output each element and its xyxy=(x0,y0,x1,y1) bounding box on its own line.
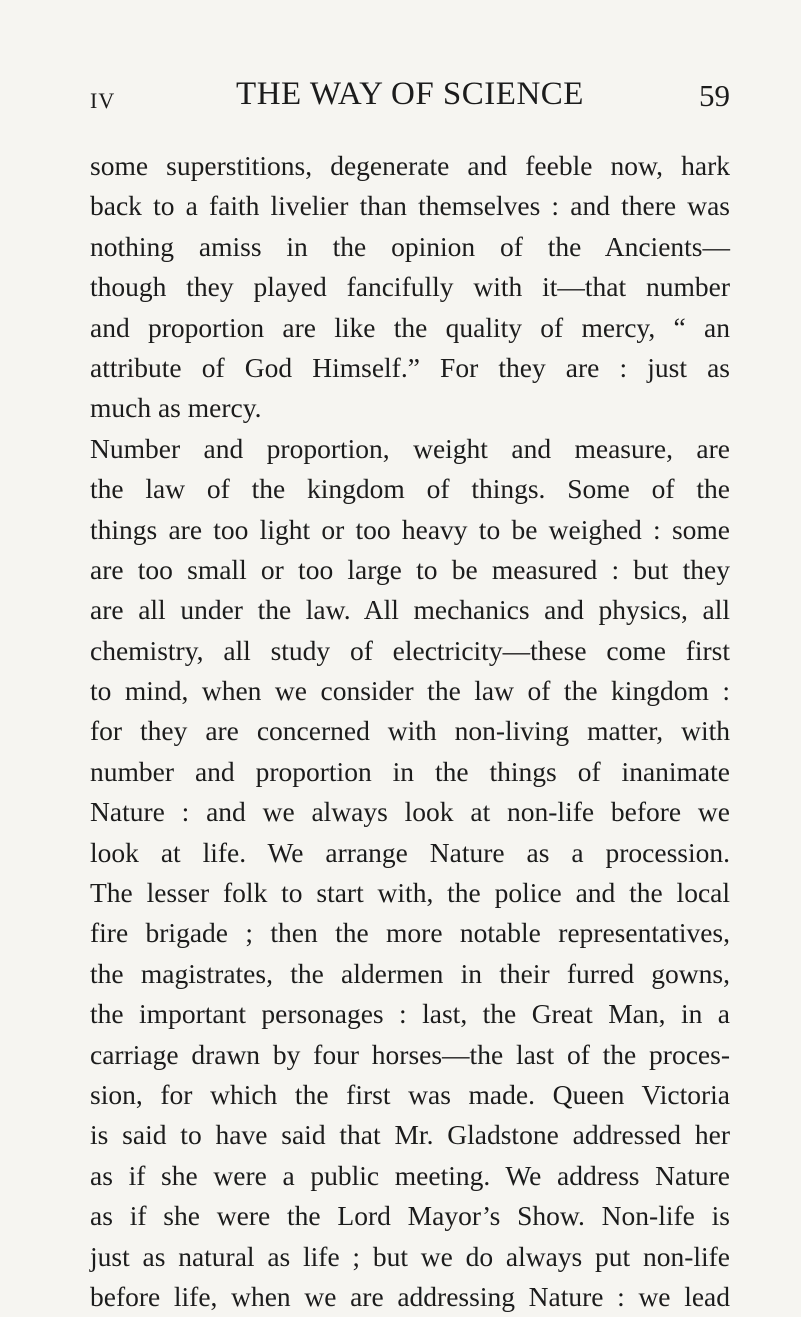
text-line: carriage drawn by four horses—the last of the proces- xyxy=(90,1038,730,1070)
text-line: Number and proportion, weight and measure, are xyxy=(90,432,730,464)
text-line: as if she were the Lord Mayor’s Show. Non-life is xyxy=(90,1200,730,1232)
text-line: though they played fancifully with it—that number xyxy=(90,271,730,303)
page-number: 59 xyxy=(699,78,730,113)
text-line: the law of the kingdom of things. Some of the xyxy=(90,473,730,505)
text-line: look at life. We arrange Nature as a procession. xyxy=(90,836,730,868)
text-line: back to a faith livelier than themselves : and there was xyxy=(90,190,730,222)
text-line: nothing amiss in the opinion of the Ancients— xyxy=(90,230,730,262)
text-line: is said to have said that Mr. Gladstone addressed her xyxy=(90,1119,730,1151)
text-line: number and proportion in the things of inanimate xyxy=(90,755,730,787)
text-line: sion, for which the first was made. Queen Victoria xyxy=(90,1078,730,1110)
text-line: for they are concerned with non-living matter, with xyxy=(90,715,730,747)
running-head xyxy=(90,76,730,120)
text-line: and proportion are like the quality of mercy, “ an xyxy=(90,311,730,343)
text-line: are too small or too large to be measured : but they xyxy=(90,553,730,585)
text-line: some superstitions, degenerate and feeble now, hark xyxy=(90,150,730,181)
text-line: before life, when we are addressing Nature : we lead xyxy=(90,1280,730,1312)
text-line: the magistrates, the aldermen in their furred gowns, xyxy=(90,957,730,989)
text-line: to mind, when we consider the law of the kingdom : xyxy=(90,675,730,707)
text-line: attribute of God Himself.” For they are : just as xyxy=(90,351,730,383)
text-line: as if she were a public meeting. We address Nature xyxy=(90,1159,730,1191)
body-text xyxy=(90,146,730,1317)
running-title: THE WAY OF SCIENCE xyxy=(236,76,584,112)
text-line: are all under the law. All mechanics and physics, all xyxy=(90,594,730,626)
text-line: chemistry, all study of electricity—these come first xyxy=(90,634,730,666)
text-line: fire brigade ; then the more notable representatives, xyxy=(90,917,730,949)
text-line: much as mercy. xyxy=(90,392,262,424)
text-line: the important personages : last, the Great Man, in a xyxy=(90,998,730,1030)
text-line: The lesser folk to start with, the police and the local xyxy=(90,877,730,909)
chapter-number: IV xyxy=(90,88,116,113)
text-line: things are too light or too heavy to be weighed : some xyxy=(90,513,730,545)
text-line: Nature : and we always look at non-life before we xyxy=(90,796,730,828)
text-line: just as natural as life ; but we do always put non-life xyxy=(90,1240,730,1272)
